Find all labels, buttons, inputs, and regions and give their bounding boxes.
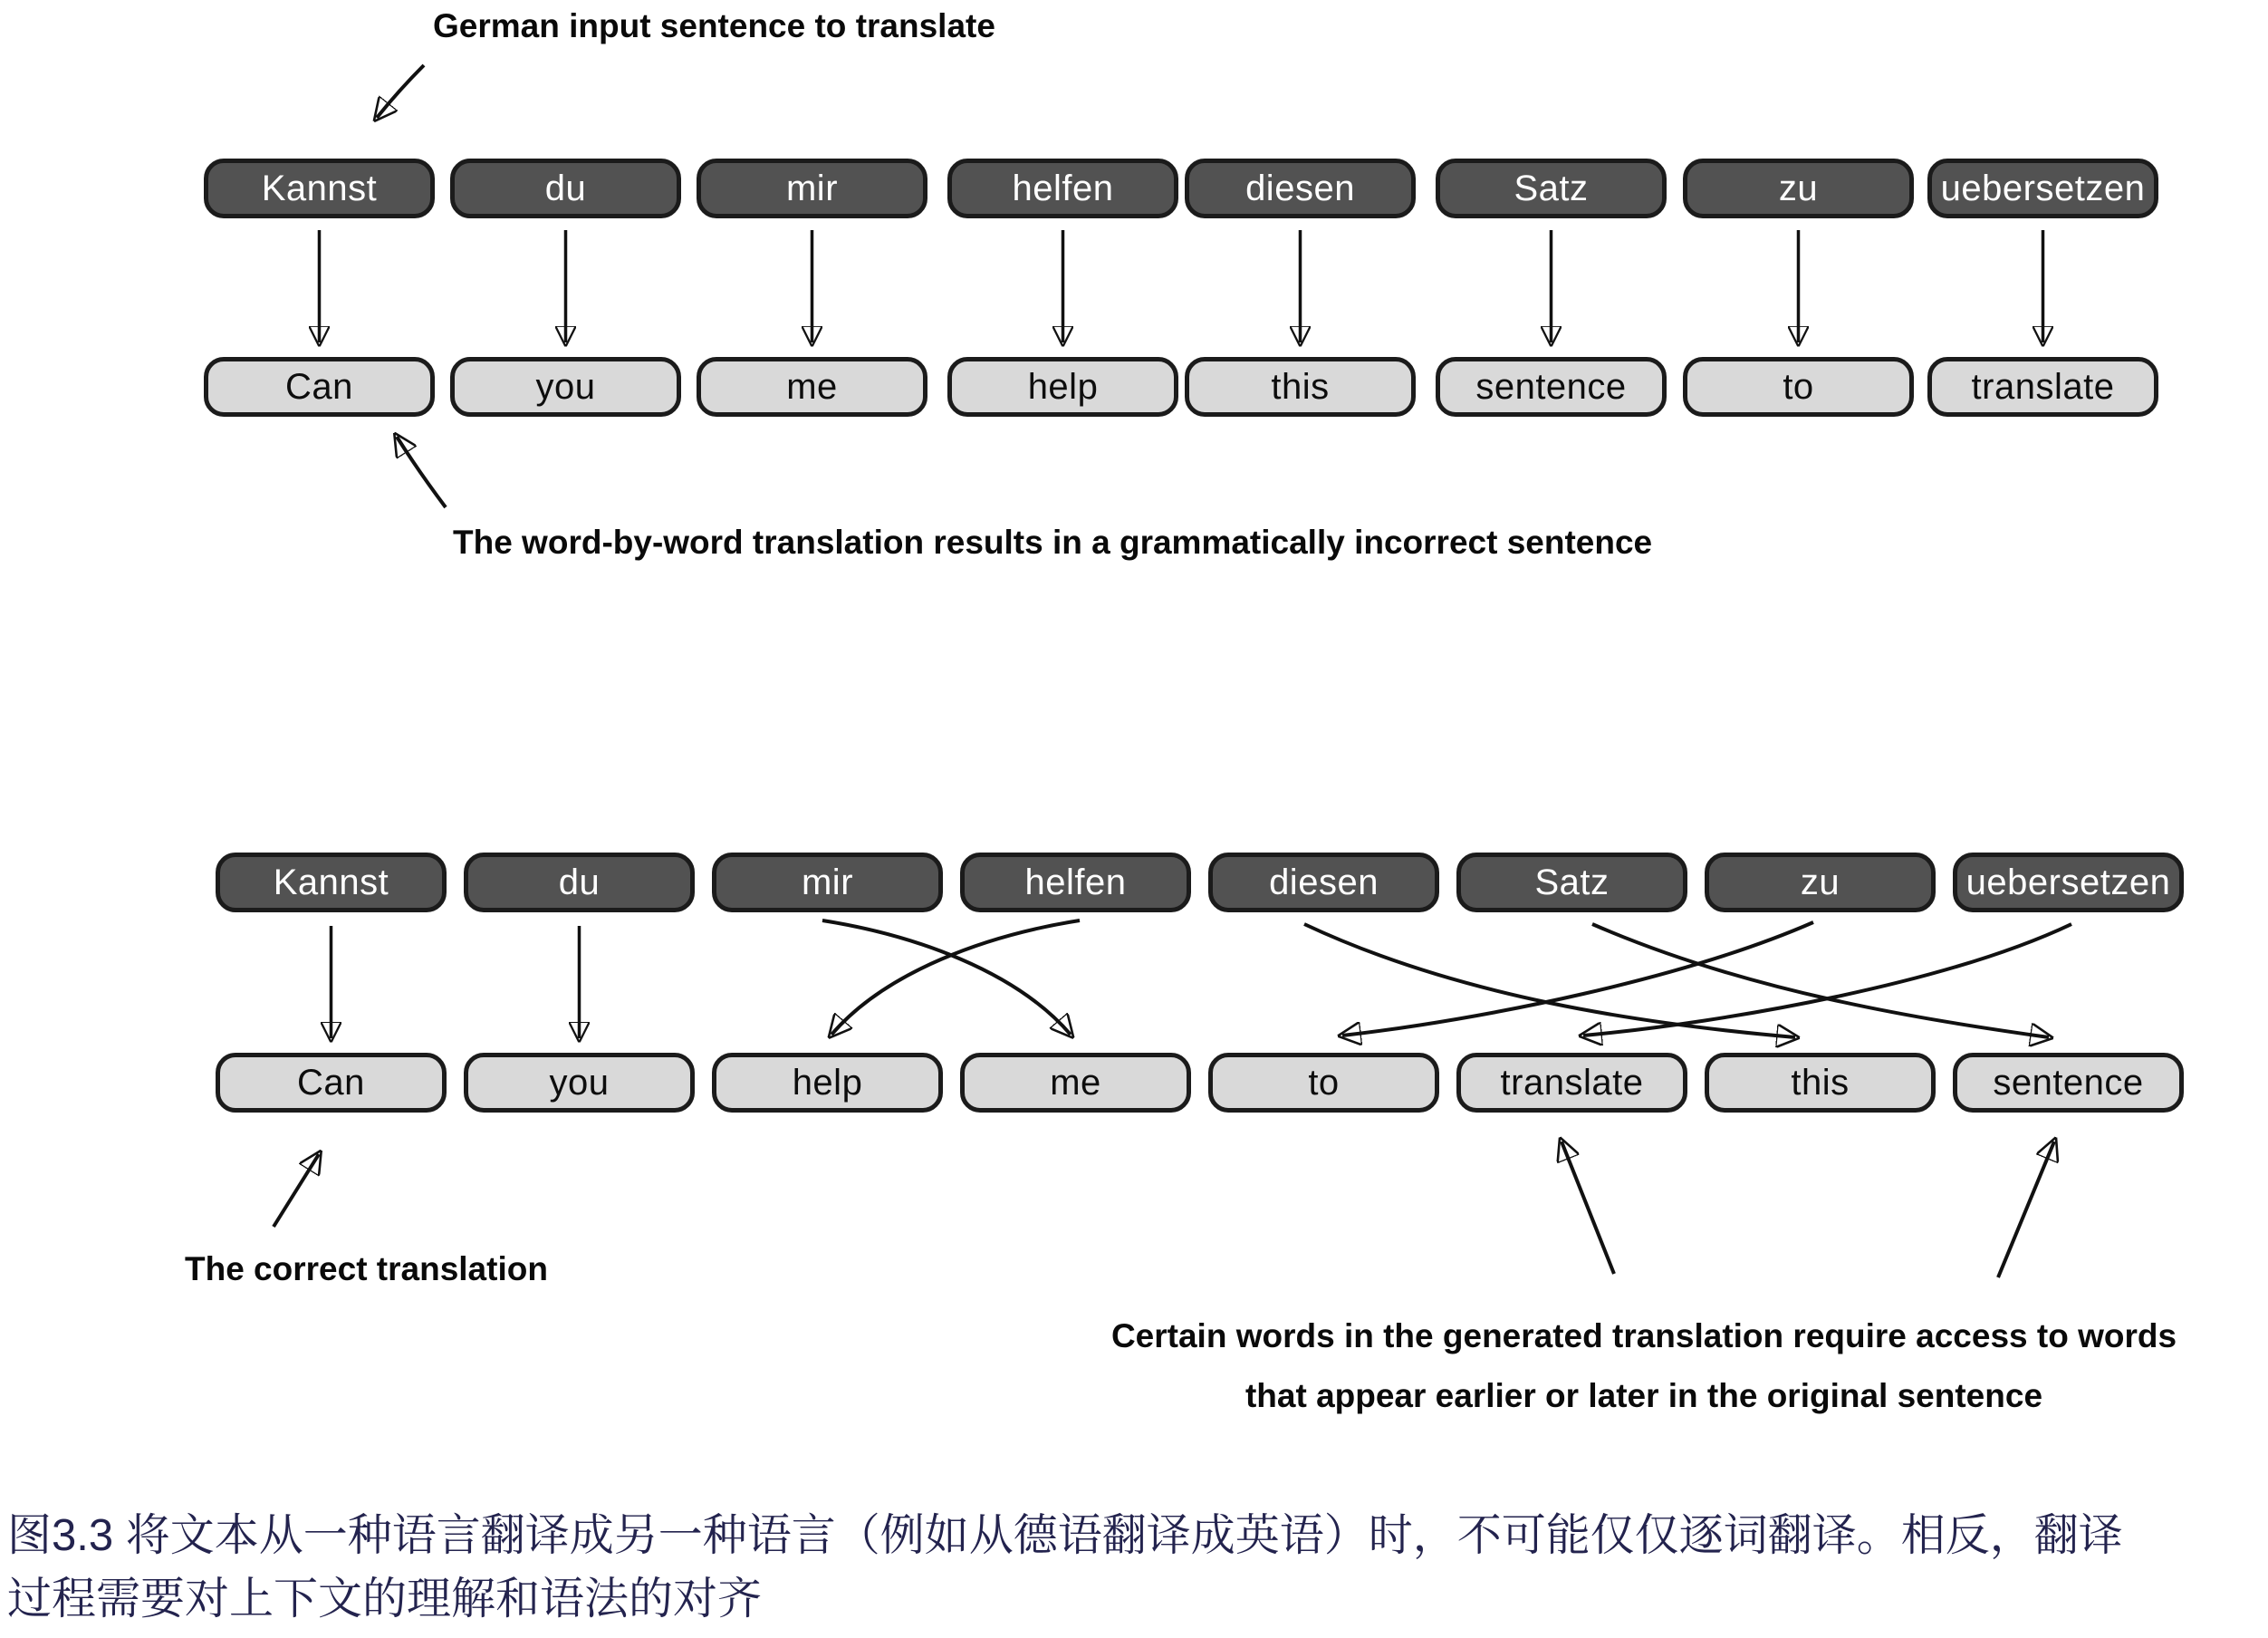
german-word-box: Kannst — [204, 159, 435, 218]
english-word-box: to — [1208, 1053, 1439, 1113]
english-word-box: Can — [216, 1053, 447, 1113]
german-word-box: Satz — [1436, 159, 1667, 218]
callout-arrow-to-translate — [1562, 1142, 1614, 1274]
german-word-box: uebersetzen — [1953, 853, 2184, 912]
german-word-box: uebersetzen — [1927, 159, 2158, 218]
german-word-box: mir — [697, 159, 927, 218]
english-word-box: this — [1705, 1053, 1936, 1113]
english-word-box: help — [947, 357, 1178, 417]
german-word-box: helfen — [947, 159, 1178, 218]
german-word-box: mir — [712, 853, 943, 912]
english-word-box: sentence — [1436, 357, 1667, 417]
german-word-box: diesen — [1185, 159, 1416, 218]
german-word-box: zu — [1683, 159, 1914, 218]
figure-caption — [7, 1504, 2263, 1631]
cross-arrow-mir-me — [822, 920, 1071, 1035]
english-word-box: sentence — [1953, 1053, 2184, 1113]
caption-line2: 过程需要对上下文的理解和语法的对齐 — [7, 1575, 763, 1624]
german-word-box: Satz — [1456, 853, 1687, 912]
english-word-box: to — [1683, 357, 1914, 417]
english-word-box: you — [464, 1053, 695, 1113]
cross-arrow-diesen-this — [1304, 924, 1795, 1037]
cross-arrow-uebersetzen-translate — [1583, 924, 2071, 1036]
callout-arrow-german-input — [377, 65, 424, 118]
german-word-box: zu — [1705, 853, 1936, 912]
german-word-box: helfen — [960, 853, 1191, 912]
english-word-box: help — [712, 1053, 943, 1113]
annotation-context-access — [1042, 1306, 2246, 1426]
annotation-context-line2: that appear earlier or later in the original sentence — [1245, 1377, 2043, 1414]
annotation-word-by-word: The word-by-word translation results in a grammatically incorrect sentence — [453, 524, 1653, 561]
annotation-german-input: German input sentence to translate — [433, 7, 995, 44]
german-word-box: diesen — [1208, 853, 1439, 912]
english-word-box: this — [1185, 357, 1416, 417]
caption-line1: 图3.3 将文本从一种语言翻译成另一种语言（例如从德语翻译成英语）时，不可能仅仅逐词翻译。相反，翻译 — [7, 1511, 2123, 1560]
annotation-context-line1: Certain words in the generated translation require access to words — [1110, 1317, 2177, 1354]
callout-arrow-to-sentence — [1998, 1142, 2054, 1277]
callout-arrow-correct-translation — [274, 1154, 319, 1227]
english-word-box: me — [960, 1053, 1191, 1113]
english-word-box: translate — [1456, 1053, 1687, 1113]
annotation-correct-translation: The correct translation — [185, 1250, 548, 1287]
english-word-box: Can — [204, 357, 435, 417]
german-word-box: du — [450, 159, 681, 218]
english-word-box: me — [697, 357, 927, 417]
english-word-box: you — [450, 357, 681, 417]
cross-arrow-helfen-help — [831, 920, 1080, 1035]
german-word-box: du — [464, 853, 695, 912]
german-word-box: Kannst — [216, 853, 447, 912]
english-word-box: translate — [1927, 357, 2158, 417]
callout-arrow-word-by-word — [397, 437, 446, 507]
